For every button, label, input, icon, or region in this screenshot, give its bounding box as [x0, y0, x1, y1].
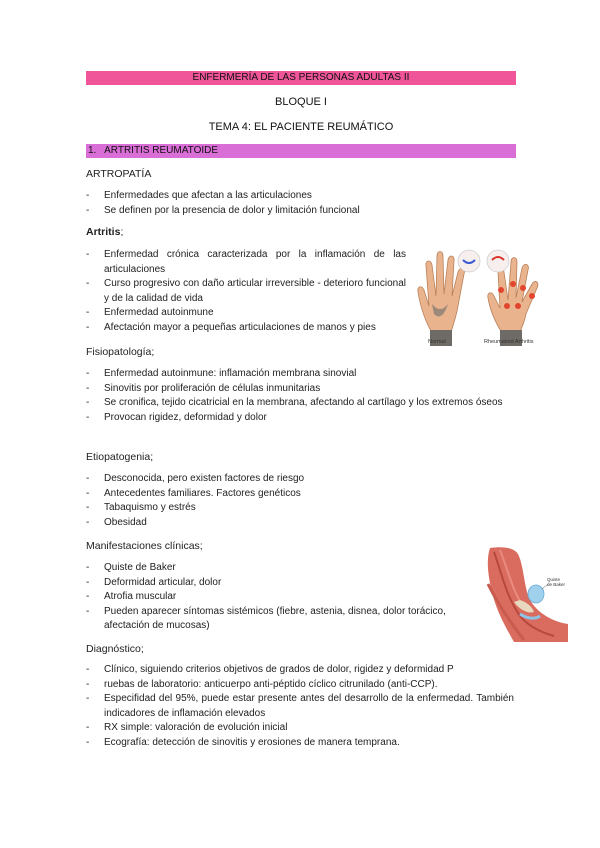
- list-item: - RX simple: valoración de evolución inicial: [86, 722, 288, 734]
- section-title: 1. ARTRITIS REUMATOIDE: [88, 145, 219, 156]
- heading-fisiopatologia: Fisiopatología;: [86, 346, 155, 358]
- list-item: - Enfermedad autoinmune: [86, 307, 214, 319]
- baker-cyst-label-2: de Baker: [547, 582, 566, 587]
- list-item: - Se definen por la presencia de dolor y limitación funcional: [86, 204, 360, 216]
- list-item: - Quiste de Baker: [86, 562, 176, 573]
- list-item: - Provocan rigidez, deformidad y dolor: [86, 411, 267, 423]
- list-item: - Se cronifica, tejido cicatricial en la membrana, afectando al cartílago y los extremos óseos: [86, 397, 503, 409]
- list-fisiopatologia: [86, 367, 514, 425]
- baker-cyst-label-1: Quiste: [547, 577, 561, 582]
- hands-illustration: [412, 244, 548, 348]
- list-item: - Enfermedades que afectan a las articulaciones: [86, 190, 312, 201]
- list-artropatia: [86, 189, 516, 218]
- topic-title: TEMA 4: EL PACIENTE REUMÁTICO: [208, 121, 394, 133]
- ra-joint-zoom: [487, 250, 509, 272]
- list-item: - ruebas de laboratorio: anticuerpo anti-péptido cíclico citrunilado (anti-CCP).: [86, 678, 438, 690]
- list-item: - Obesidad: [86, 516, 147, 528]
- list-item: - Ecografía: detección de sinovitis y erosiones de manera temprana.: [86, 736, 400, 748]
- list-manifestaciones: [86, 561, 478, 634]
- hands-label-ra: Rheumatoid Arthritis: [484, 339, 534, 345]
- block-title: BLOQUE I: [275, 96, 327, 108]
- list-item: - Tabaquismo y estrés: [86, 502, 196, 514]
- heading-artropatia: ARTROPATÍA: [86, 168, 152, 180]
- baker-cyst-illustration: [484, 544, 570, 642]
- heading-artritis: Artritis;: [86, 226, 124, 238]
- list-item: - Clínico, siguiendo criterios objetivos de grados de dolor, rigidez y deformidad P: [86, 664, 454, 675]
- list-item: - Desconocida, pero existen factores de riesgo: [86, 473, 305, 484]
- list-item: - Curso progresivo con daño articular irreversible - deterioro funcional y de la calidad de vida: [86, 278, 406, 304]
- list-item: - Enfermedad crónica caracterizada por la inflamación de las articulaciones: [86, 249, 406, 275]
- course-title: ENFERMERÍA DE LAS PERSONAS ADULTAS II: [192, 72, 410, 83]
- list-item: - Deformidad articular, dolor: [86, 576, 222, 588]
- list-item: - Antecedentes familiares. Factores genéticos: [86, 487, 301, 499]
- heading-diagnostico: Diagnóstico;: [86, 643, 144, 655]
- hands-label-normal: Normal: [428, 339, 446, 345]
- normal-joint-zoom: [458, 250, 480, 272]
- list-item: - Afectación mayor a pequeñas articulaciones de manos y pies: [86, 321, 376, 333]
- baker-cyst-shape: [528, 585, 544, 603]
- list-item: - Pueden aparecer síntomas sistémicos (fiebre, astenia, disnea, dolor torácico, afectación de mucosas): [86, 605, 446, 632]
- course-title-band: [86, 71, 516, 85]
- section-band: [86, 144, 516, 158]
- list-item: - Enfermedad autoinmune: inflamación membrana sinovial: [86, 368, 357, 379]
- list-etiopatogenia: [86, 472, 516, 530]
- list-item: - Especifidad del 95%, puede estar presente antes del desarrollo de la enfermedad. También indicadores de inflamación elevados: [86, 693, 514, 719]
- heading-etiopatogenia: Etiopatogenia;: [86, 451, 154, 463]
- list-item: - Atrofia muscular: [86, 591, 177, 603]
- list-item: - Sinovitis por proliferación de células inmunitarias: [86, 382, 321, 394]
- heading-artritis-bold: Artritis: [86, 226, 121, 238]
- heading-manifestaciones: Manifestaciones clínicas;: [86, 540, 203, 552]
- list-diagnostico: [86, 663, 514, 751]
- list-artritis: [86, 248, 406, 336]
